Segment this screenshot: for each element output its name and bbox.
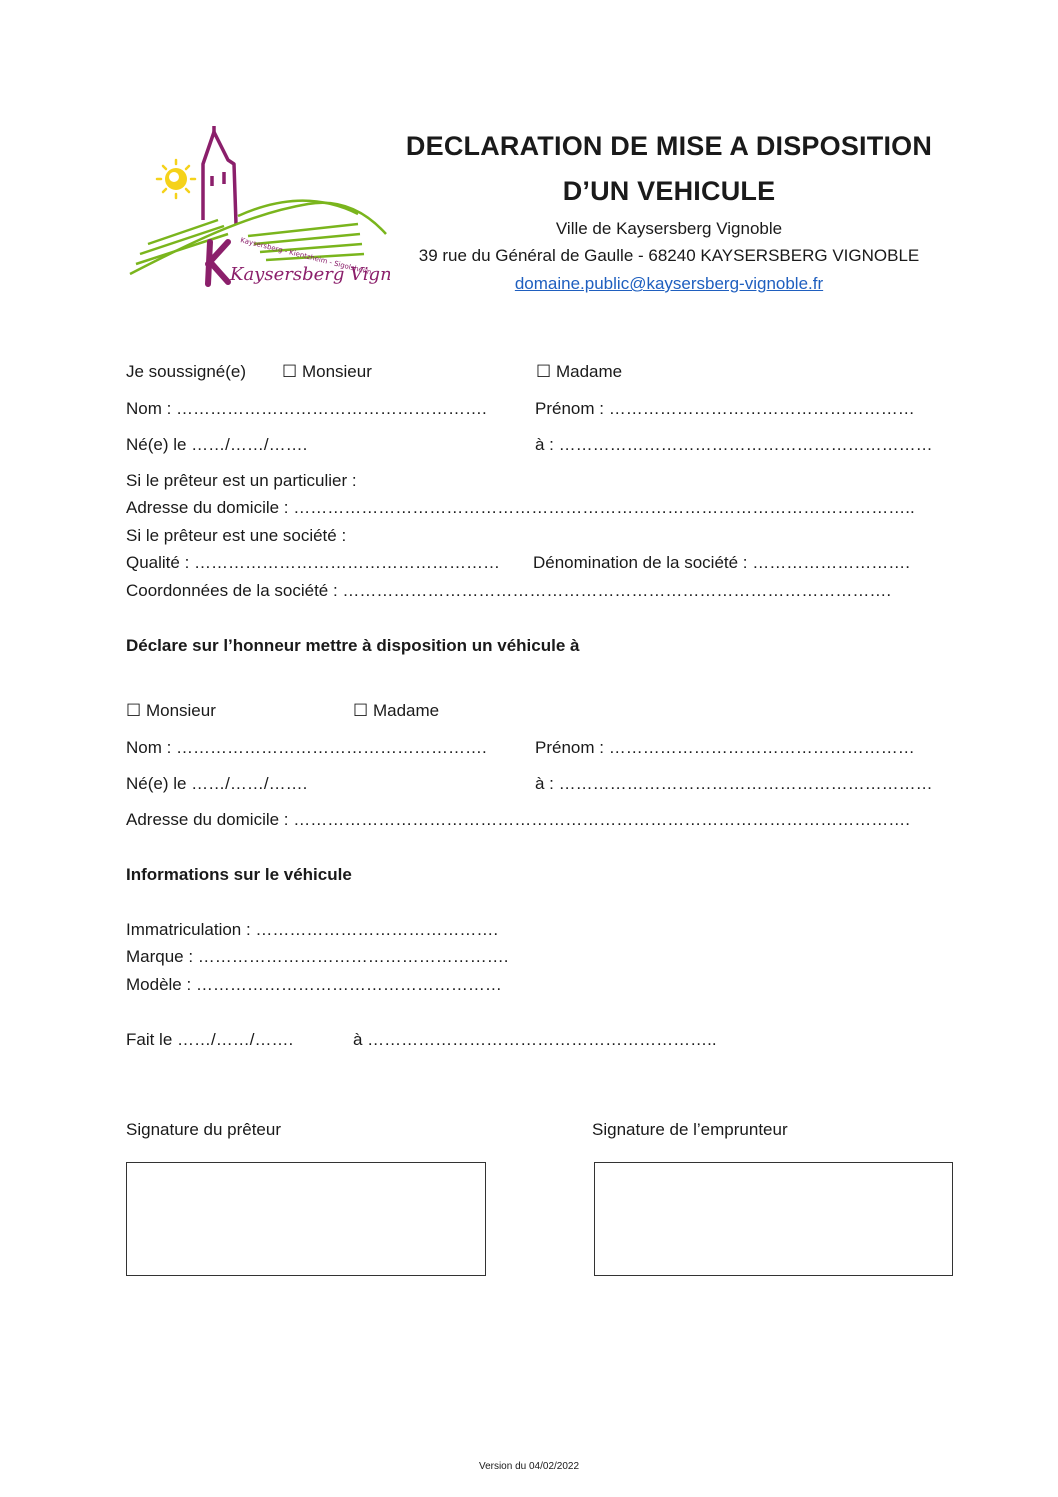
lender-nom-field[interactable]: Nom : ……………………………………………….	[126, 399, 487, 418]
svg-text:Kaysersberg - Kientzheim - Sig: Kaysersberg - Kientzheim - Sigolsheim	[239, 236, 373, 277]
lender-qualite-field[interactable]: Qualité : ………………………………………………	[126, 553, 501, 572]
logo-icon	[128, 124, 390, 296]
vehicle-marque-field[interactable]: Marque : ……………………………………………….	[126, 947, 509, 966]
borrower-birthdate-field[interactable]: Né(e) le ……/……/…….	[126, 774, 308, 793]
lender-particulier-label: Si le prêteur est un particulier :	[126, 471, 357, 490]
lender-coordonnees-field[interactable]: Coordonnées de la société : …………………………………………………………………………………….	[126, 581, 892, 600]
lender-birthplace-field[interactable]: à : …………………………………………………………	[535, 435, 933, 454]
lender-denomination-field[interactable]: Dénomination de la société : ……………………….	[533, 553, 910, 572]
svg-text:Kaysersberg Vignoble: Kaysersberg Vign	[230, 264, 390, 285]
document-title-line1: DECLARATION DE MISE A DISPOSITION	[405, 131, 933, 161]
lender-societe-label: Si le prêteur est une société :	[126, 526, 347, 545]
fait-a-field[interactable]: à ……………………………………………………..	[353, 1030, 717, 1049]
borrower-prenom-field[interactable]: Prénom : ………………………………………………	[535, 738, 915, 757]
version-footer: Version du 04/02/2022	[478, 1461, 580, 1472]
lender-madame-checkbox[interactable]: ☐ Madame	[536, 362, 623, 381]
lender-signature-label: Signature du prêteur	[126, 1120, 281, 1139]
sun-icon	[157, 160, 195, 198]
vehicle-modele-field[interactable]: Modèle : ………………………………………………	[126, 975, 502, 994]
tower-icon	[203, 126, 236, 224]
email-link[interactable]: domaine.public@kaysersberg-vignoble.fr	[514, 274, 824, 293]
lender-address-field[interactable]: Adresse du domicile : ………………………………………………………………………………………………..	[126, 498, 915, 517]
borrower-monsieur-checkbox[interactable]: ☐ Monsieur	[126, 701, 216, 720]
lender-monsieur-checkbox[interactable]: ☐ Monsieur	[282, 362, 372, 381]
document-title-line2: D’UN VEHICULE	[562, 176, 776, 206]
lender-intro-label: Je soussigné(e)	[126, 362, 247, 381]
k-letter-icon	[208, 242, 228, 284]
vehicle-immatriculation-field[interactable]: Immatriculation : …………………………………….	[126, 920, 499, 939]
email-link-wrapper	[389, 274, 949, 294]
kaysersberg-vignoble-logo	[128, 124, 390, 301]
organization-name: Ville de Kaysersberg Vignoble	[555, 219, 783, 238]
borrower-section-heading: Déclare sur l’honneur mettre à disposition un véhicule à	[126, 636, 580, 655]
borrower-madame-checkbox[interactable]: ☐ Madame	[353, 701, 440, 720]
lender-prenom-field[interactable]: Prénom : ………………………………………………	[535, 399, 915, 418]
borrower-signature-label: Signature de l’emprunteur	[592, 1120, 788, 1139]
borrower-birthplace-field[interactable]: à : …………………………………………………………	[535, 774, 933, 793]
borrower-address-field[interactable]: Adresse du domicile : ……………………………………………………………………………………………….	[126, 810, 910, 829]
borrower-signature-box[interactable]	[594, 1162, 953, 1276]
organization-address: 39 rue du Général de Gaulle - 68240 KAYSERSBERG VIGNOBLE	[418, 246, 920, 265]
fait-le-field[interactable]: Fait le ……/……/…….	[126, 1030, 294, 1049]
borrower-nom-field[interactable]: Nom : ……………………………………………….	[126, 738, 487, 757]
vehicle-section-heading: Informations sur le véhicule	[126, 865, 352, 884]
lender-birthdate-field[interactable]: Né(e) le ……/……/…….	[126, 435, 308, 454]
lender-signature-box[interactable]	[126, 1162, 486, 1276]
